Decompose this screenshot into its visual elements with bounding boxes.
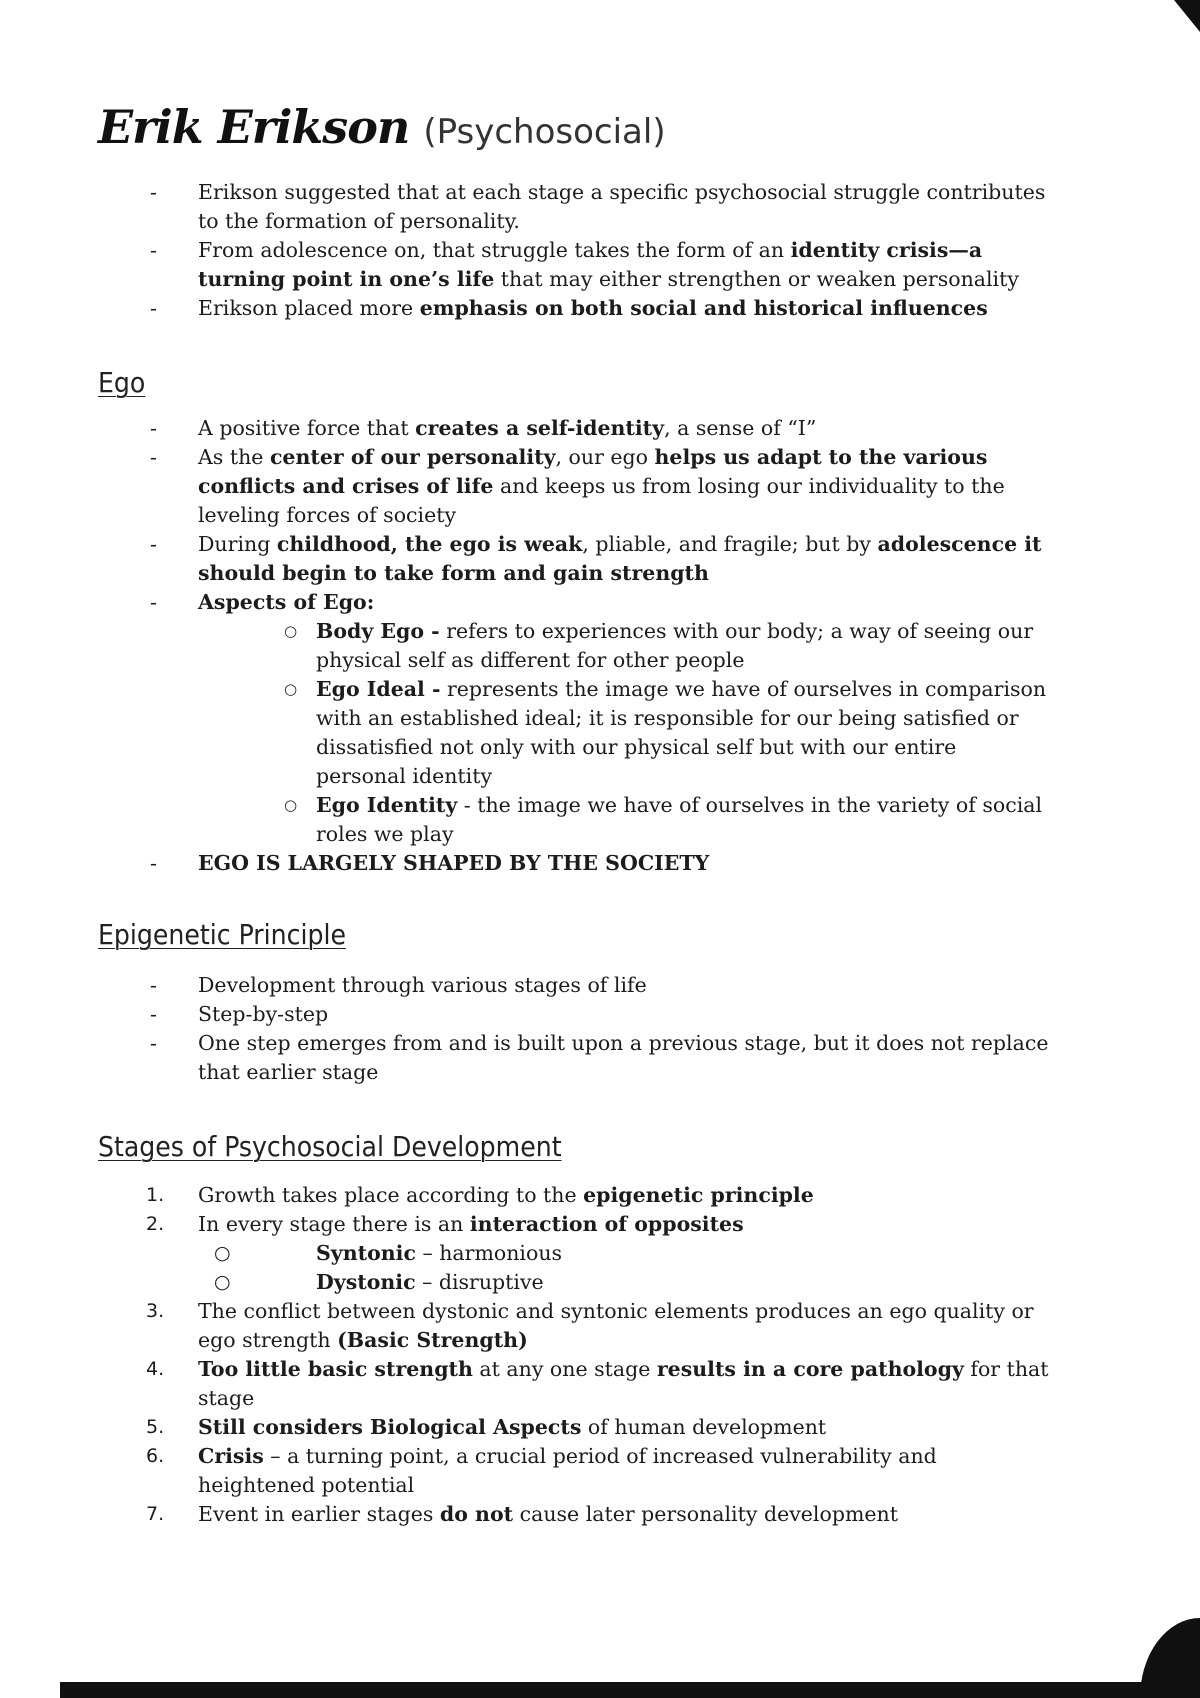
bold-text: Crisis (198, 1444, 264, 1468)
ego-heading: Ego (98, 366, 146, 399)
list-item (130, 1355, 1050, 1413)
bold-text: do not (439, 1502, 514, 1526)
text: Event in earlier stages (198, 1502, 440, 1526)
bold-text: Dystonic (316, 1270, 416, 1294)
text: In every stage there is an (198, 1212, 470, 1236)
list-item (130, 1297, 1050, 1355)
list-item (130, 1029, 1050, 1087)
text: During (198, 532, 277, 556)
list-marker: ○ (214, 1271, 231, 1293)
text: Step-by-step (198, 1002, 329, 1026)
list-item (130, 1210, 1050, 1297)
text: of human development (581, 1415, 827, 1439)
bold-text: (Basic Strength) (337, 1328, 528, 1352)
list-item (130, 588, 1050, 849)
list-marker: - (150, 851, 157, 875)
stages-list (130, 1181, 1050, 1529)
list-marker: - (150, 238, 157, 262)
list-marker: 5. (146, 1416, 165, 1438)
list-item (130, 530, 1050, 588)
text: Erikson suggested that at each stage a specific psychosocial struggle contributes to the formation of personality. (198, 180, 1046, 233)
bold-text: Too little basic strength (198, 1357, 473, 1381)
list-item (130, 1181, 1050, 1210)
list-marker: 3. (146, 1300, 165, 1322)
text: Development through various stages of life (198, 973, 647, 997)
bold-text: Still considers Biological Aspects (198, 1415, 582, 1439)
text: As the (198, 445, 270, 469)
page-title (98, 100, 666, 154)
text: refers to experiences with our body; a way of seeing our physical self as different for other people (316, 619, 1034, 672)
text: - the image we have of ourselves in the variety of social roles we play (316, 793, 1043, 846)
intro-list (130, 178, 1050, 323)
list-marker: - (150, 590, 157, 614)
list-item (130, 849, 1050, 878)
text: , our ego (555, 445, 655, 469)
text: cause later personality development (513, 1502, 898, 1526)
list-marker: - (150, 416, 157, 440)
text: From adolescence on, that struggle takes the form of an (198, 238, 791, 262)
text: The conflict between dystonic and syntonic elements produces an ego quality or ego strength (198, 1299, 1034, 1352)
list-item (198, 1268, 1050, 1297)
list-marker: 6. (146, 1445, 165, 1467)
list-marker: ○ (284, 622, 298, 640)
text: and keeps us from losing our individuality to the leveling forces of society (198, 474, 1005, 527)
list-marker: - (150, 1031, 157, 1055)
list-marker: ○ (284, 796, 298, 814)
list-marker: - (150, 973, 157, 997)
text: – harmonious (415, 1241, 563, 1265)
text: represents the image we have of ourselves in comparison with an established ideal; it is responsible for our being satisfied or dissatisfied not only with our physical self but with our entire personal identity (316, 677, 1047, 788)
bold-text: EGO IS LARGELY SHAPED BY THE SOCIETY (198, 851, 710, 875)
list-marker: - (150, 296, 157, 320)
sub-list (198, 1239, 1050, 1297)
bold-text: epigenetic principle (583, 1183, 814, 1207)
bold-text: creates a self-identity (415, 416, 665, 440)
bold-text: childhood, the ego is weak (276, 532, 583, 556)
list-marker: ○ (214, 1242, 231, 1264)
bold-text: interaction of opposites (469, 1212, 744, 1236)
text: Erikson placed more (198, 296, 420, 320)
bold-text: center of our personality (269, 445, 556, 469)
list-marker: 7. (146, 1503, 165, 1525)
bold-text: Body Ego - (316, 619, 440, 643)
bold-text: Ego Identity (316, 793, 458, 817)
list-item (130, 294, 1050, 323)
list-item (130, 971, 1050, 1000)
text: , a sense of “I” (664, 416, 817, 440)
bold-text: Syntonic (316, 1241, 416, 1265)
list-item (130, 443, 1050, 530)
stages-heading: Stages of Psychosocial Development (98, 1130, 562, 1163)
list-marker: 1. (146, 1184, 165, 1206)
text: , pliable, and fragile; but by (582, 532, 878, 556)
sub-list (198, 617, 1050, 849)
list-marker: - (150, 532, 157, 556)
list-marker: - (150, 1002, 157, 1026)
bold-text: adolescence it should begin to take form and gain strength (198, 532, 1042, 585)
list-item (130, 1413, 1050, 1442)
text: Growth takes place according to the (198, 1183, 584, 1207)
text: – disruptive (415, 1270, 544, 1294)
text: One step emerges from and is built upon a previous stage, but it does not replace that earlier stage (198, 1031, 1049, 1084)
list-marker: ○ (284, 680, 298, 698)
list-item (130, 1000, 1050, 1029)
page-bottom-shadow (60, 1682, 1200, 1698)
bold-text: helps us adapt to the various conflicts and crises of life (198, 445, 988, 498)
page-corner-shadow (1174, 0, 1200, 32)
text: at any one stage (472, 1357, 657, 1381)
bold-text: emphasis on both social and historical influences (419, 296, 988, 320)
bold-text: identity crisis—a turning point in one’s life (198, 238, 983, 291)
list-item (130, 178, 1050, 236)
list-marker: 2. (146, 1213, 165, 1235)
list-item (130, 1442, 1050, 1500)
title-name: Erik Erikson (98, 100, 410, 154)
bold-text: Aspects of Ego: (198, 590, 375, 614)
epigenetic-list (130, 971, 1050, 1087)
list-marker: - (150, 445, 157, 469)
bold-text: Ego Ideal - (316, 677, 441, 701)
bold-text: results in a core pathology (656, 1357, 964, 1381)
list-item (130, 414, 1050, 443)
text: A positive force that (198, 416, 416, 440)
list-item (198, 617, 1050, 675)
list-item (198, 1239, 1050, 1268)
title-subtitle: (Psychosocial) (423, 112, 666, 152)
list-item (198, 791, 1050, 849)
ego-list (130, 414, 1050, 878)
list-item (130, 1500, 1050, 1529)
text: – a turning point, a crucial period of increased vulnerability and heightened potential (198, 1444, 937, 1497)
text: that may either strengthen or weaken personality (494, 267, 1019, 291)
epigenetic-heading: Epigenetic Principle (98, 918, 346, 951)
list-item (198, 675, 1050, 791)
list-marker: - (150, 180, 157, 204)
list-marker: 4. (146, 1358, 165, 1380)
list-item (130, 236, 1050, 294)
text: for that stage (198, 1357, 1049, 1410)
